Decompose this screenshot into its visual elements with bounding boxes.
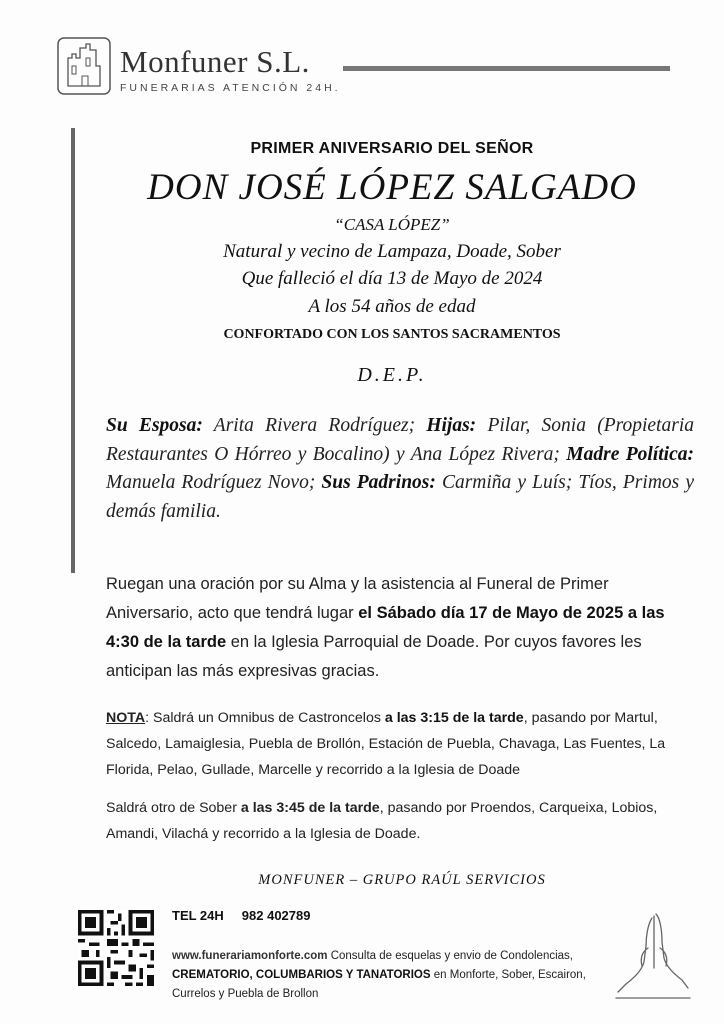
body-text-2: en la Iglesia Parroquial de Doade. Por cuyos favores les anticipan las más expresivas gracias. bbox=[106, 633, 642, 680]
castle-logo-icon bbox=[56, 36, 112, 96]
esposa-text: Arita Rivera Rodríguez; bbox=[202, 415, 427, 436]
age-line: A los 54 años de edad bbox=[308, 296, 476, 317]
footer-text-1: Consulta de esquelas y envio de Condolencias, bbox=[327, 950, 573, 962]
left-divider bbox=[71, 128, 75, 573]
saldra-text-1: Saldrá otro de Sober bbox=[106, 800, 241, 816]
death-date-line: Que falleció el día 13 de Mayo de 2024 bbox=[241, 268, 543, 289]
header-divider bbox=[343, 66, 670, 71]
website-link[interactable]: www.funerariamonforte.com bbox=[172, 950, 328, 962]
madre-text: Manuela Rodríguez Novo; bbox=[106, 472, 322, 493]
saldra-time: a las 3:45 de la tarde bbox=[240, 800, 380, 816]
house-name: “CASA LÓPEZ” bbox=[334, 215, 450, 234]
padrinos-label: Sus Padrinos: bbox=[321, 472, 436, 493]
madre-label: Madre Política: bbox=[566, 443, 694, 465]
padrinos-text: Carmiña y Luís; Tíos, Primos y demás familia. bbox=[106, 472, 694, 522]
deceased-name: DON JOSÉ LÓPEZ SALGADO bbox=[147, 167, 637, 208]
dep-line: D.E.P. bbox=[357, 364, 427, 386]
phone-number[interactable]: 982 402789 bbox=[241, 908, 311, 923]
sacraments-line: CONFORTADO CON LOS SANTOS SACRAMENTOS bbox=[223, 327, 561, 342]
brand-name: Monfuner S.L. bbox=[120, 44, 310, 79]
body-date-time: el Sábado día 17 de Mayo de 2025 a las 4:30 de la tarde bbox=[106, 604, 665, 651]
hijas-text: Pilar, Sonia (Propietaria Restaurantes O Hórreo y Bocalino) y Ana López Rivera; bbox=[106, 415, 694, 465]
nota-time: a las 3:15 de la tarde bbox=[384, 710, 524, 726]
footer-services: CREMATORIO, COLUMBARIOS Y TANATORIOS bbox=[172, 969, 431, 981]
phone-label: TEL 24H bbox=[172, 908, 224, 923]
esposa-label: Su Esposa: bbox=[106, 415, 203, 436]
hijas-label: Hijas: bbox=[426, 415, 477, 436]
saldra-text-2: , pasando por Proendos, Carqueixa, Lobios, Amandi, Vilachá y recorrido a la Iglesia de Doade. bbox=[106, 800, 658, 842]
family-paragraph bbox=[106, 412, 694, 526]
footer-text-2: en Monforte, Sober, Escairon, Currelos y Puebla de Brollon bbox=[172, 969, 586, 1000]
second-bus-paragraph bbox=[106, 795, 706, 847]
nota-text-1: : Saldrá un Omnibus de Castroncelos bbox=[145, 710, 385, 726]
origin-line: Natural y vecino de Lampaza, Doade, Sober bbox=[223, 241, 561, 262]
anniversary-heading: PRIMER ANIVERSARIO DEL SEÑOR bbox=[250, 140, 534, 157]
nota-paragraph bbox=[106, 705, 706, 783]
qr-code-icon bbox=[78, 910, 154, 986]
praying-hands-icon bbox=[612, 908, 694, 1004]
nota-label: NOTA bbox=[106, 710, 146, 726]
nota-text-2: , pasando por Martul, Salcedo, Lamaiglesia, Puebla de Brollón, Estación de Puebla, Chavaga, Las Fuentes, La Florida, Pelao, Gullade, Marcelle y recorrido a la Iglesia de Doade bbox=[106, 710, 666, 778]
phone-line bbox=[172, 908, 310, 923]
brand-subtitle: FUNERARIAS ATENCIÓN 24H. bbox=[120, 82, 341, 94]
funeral-paragraph bbox=[106, 570, 696, 686]
footer-paragraph bbox=[172, 947, 592, 1004]
group-signature: MONFUNER – GRUPO RAÚL SERVICIOS bbox=[258, 872, 546, 888]
body-text-1: Ruegan una oración por su Alma y la asistencia al Funeral de Primer Aniversario, acto que tendrá lugar bbox=[106, 575, 609, 622]
